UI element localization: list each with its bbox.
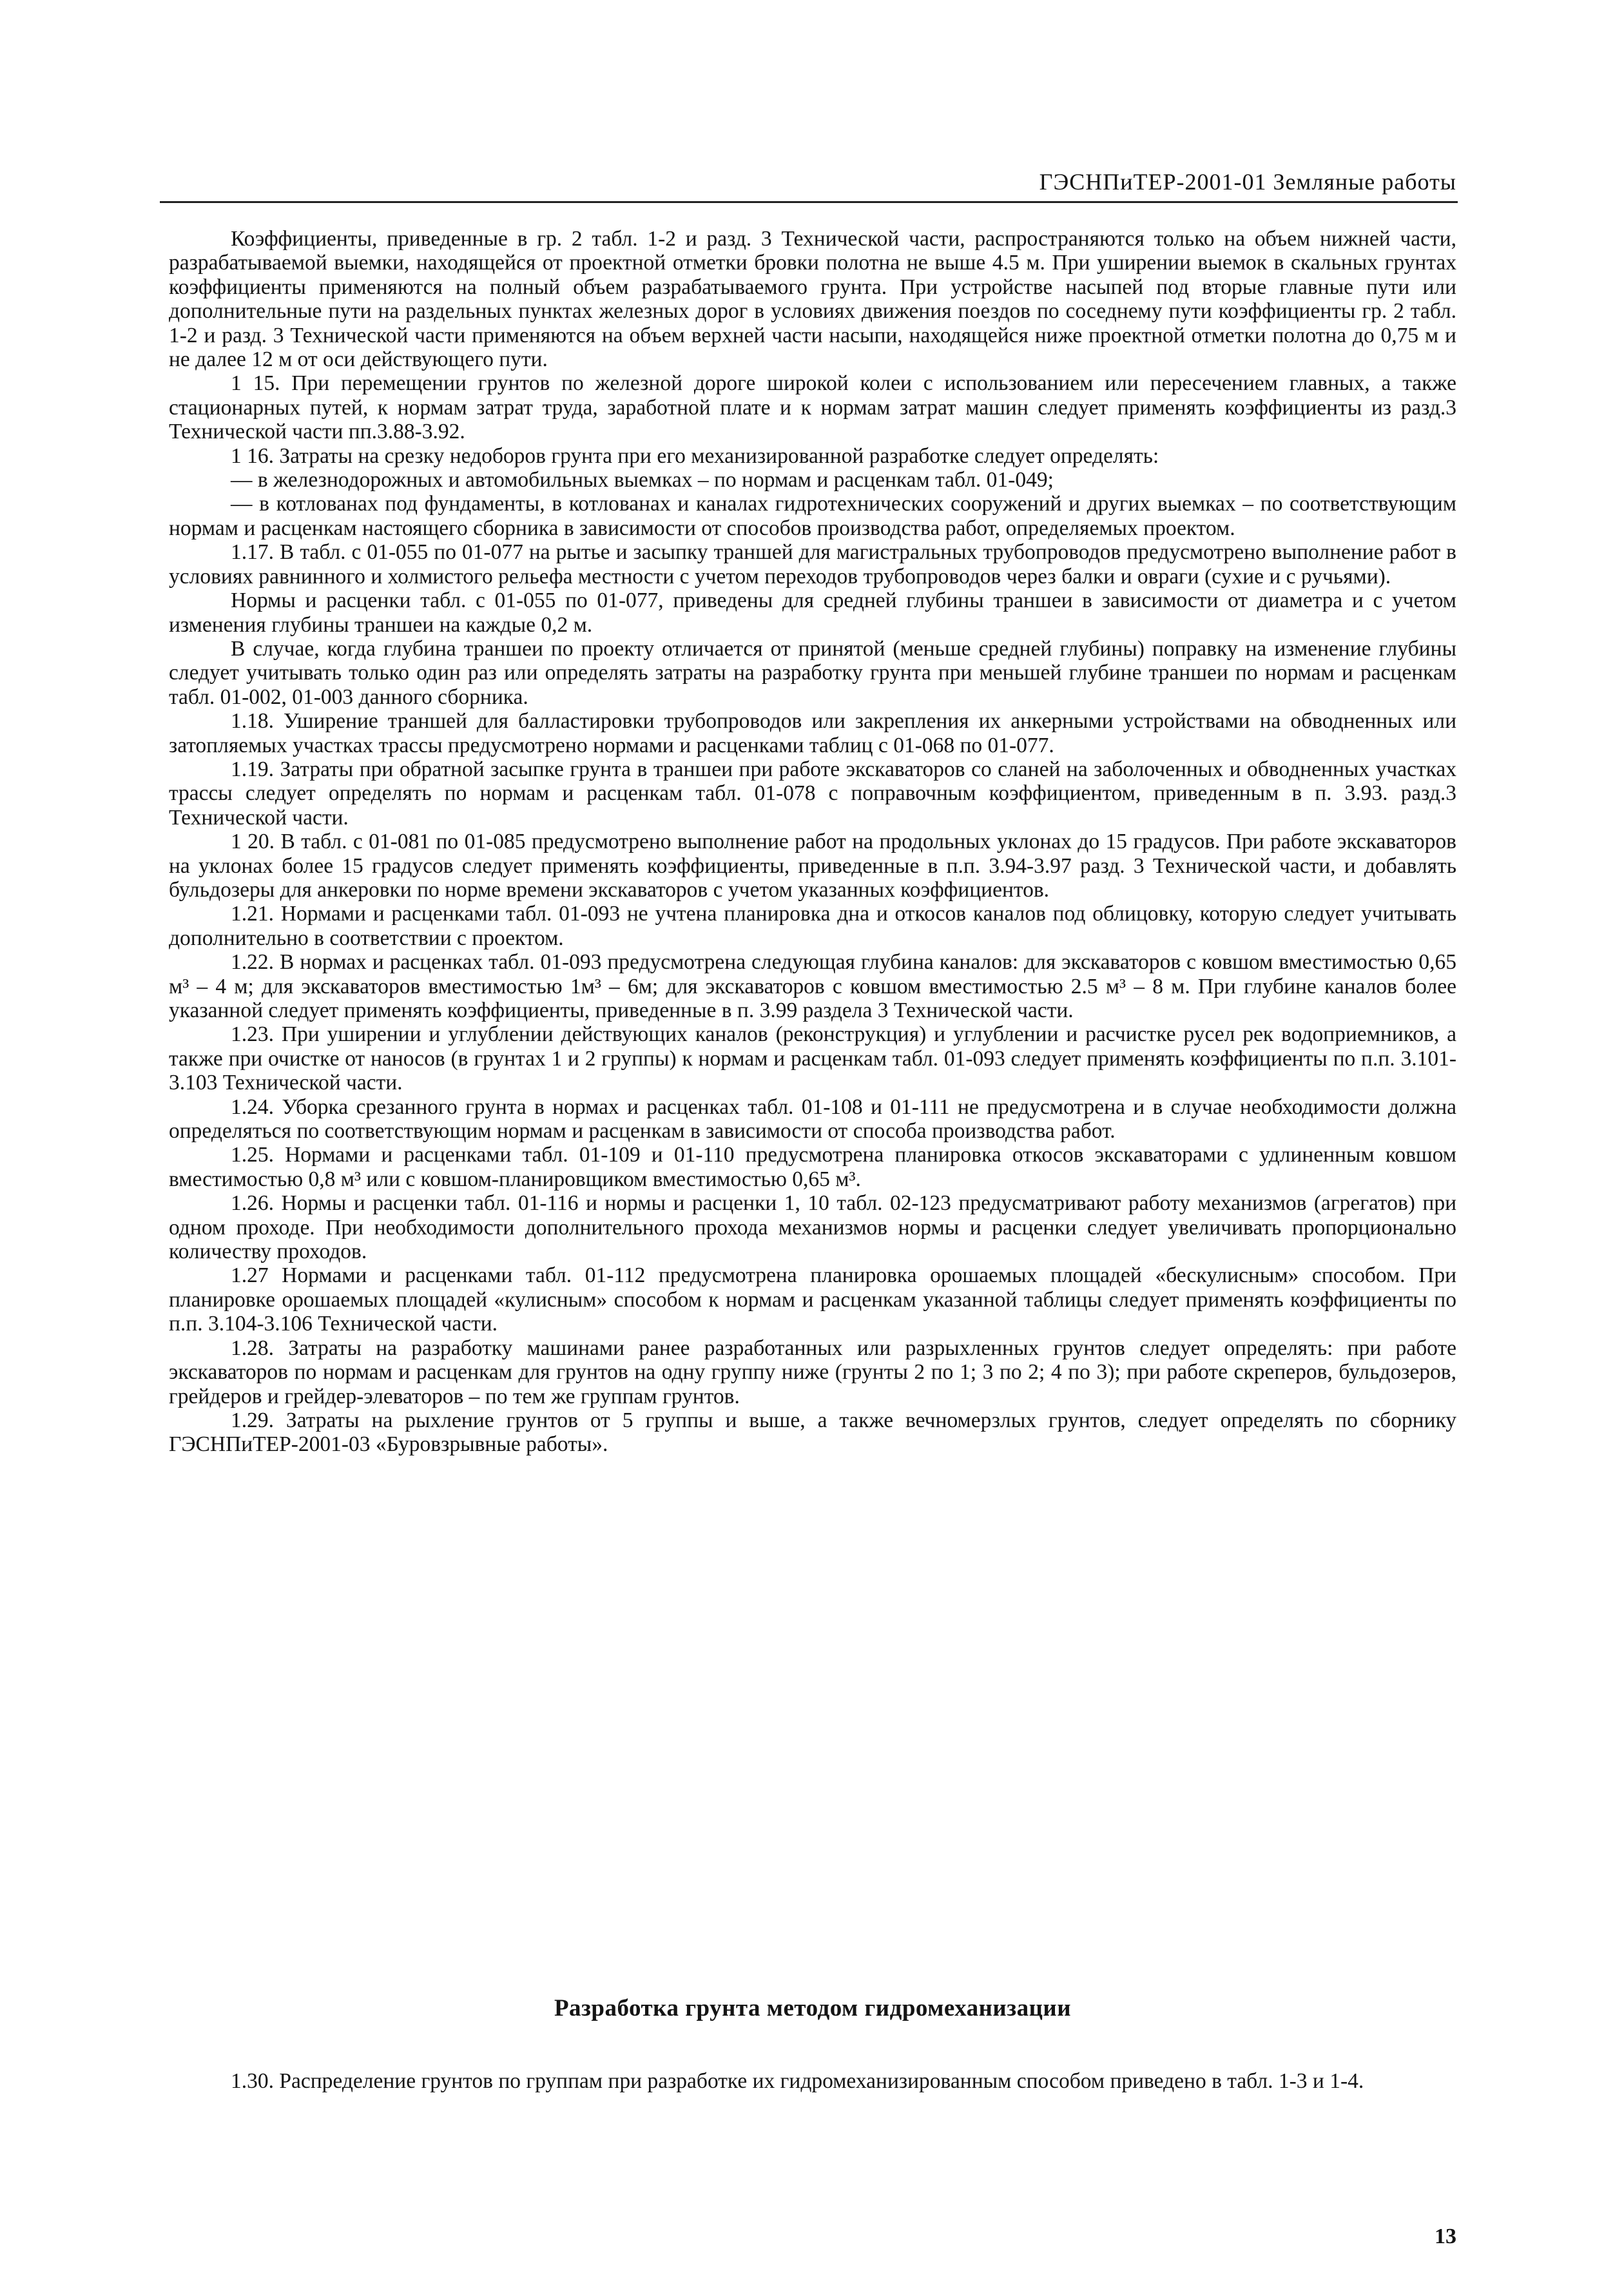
paragraph: В случае, когда глубина траншеи по проекту отличается от принятой (меньше средней глубины) поправку на изменение глубины следует учитывать только один раз или определять затраты на разработку грунта при меньшей глубине траншеи по нормам и расценкам табл. 01-002, 01-003 данного сборника. bbox=[169, 636, 1456, 709]
paragraph: 1.19. Затраты при обратной засыпке грунта в траншеи при работе экскаваторов со сланей на заболоченных и обводненных участках трассы следует определять по нормам и расценкам табл. 01-078 с поправочным коэффициентом, приведенным в п. 3.93. разд.3 Технической части. bbox=[169, 757, 1456, 830]
paragraph: 1.28. Затраты на разработку машинами ранее разработанных или разрыхленных грунтов следует определять: при работе экскаваторов по нормам и расценкам для грунтов на одну группу ниже (грунты 2 по 1; 3 по 2; 4 по 3); при работе скреперов, бульдозеров, грейдеров и грейдер-элеваторов – по тем же группам грунтов. bbox=[169, 1336, 1456, 1408]
header-rule bbox=[160, 201, 1458, 203]
body-text bbox=[169, 227, 1456, 1457]
paragraph: 1.21. Нормами и расценками табл. 01-093 не учтена планировка дна и откосов каналов под облицовку, которую следует учитывать дополнительно в соответствии с проектом. bbox=[169, 902, 1456, 950]
paragraph: 1.26. Нормы и расценки табл. 01-116 и нормы и расценки 1, 10 табл. 02-123 предусматривают работу механизмов (агрегатов) при одном проходе. При необходимости дополнительного прохода механизмов нормы и расценки следует увеличивать пропорционально количеству проходов. bbox=[169, 1191, 1456, 1264]
paragraph: Нормы и расценки табл. с 01-055 по 01-077, приведены для средней глубины траншеи в зависимости от диаметра и с учетом изменения глубины траншеи на каждые 0,2 м. bbox=[169, 589, 1456, 637]
running-header: ГЭСНПиТЕР-2001-01 Земляные работы bbox=[1039, 169, 1456, 195]
paragraph: 1.27 Нормами и расценками табл. 01-112 предусмотрена планировка орошаемых площадей «бескулисным» способом. При планировке орошаемых площадей «кулисным» способом к нормам и расценкам указанной таблицы следует применять коэффициенты по п.п. 3.104-3.106 Технической части. bbox=[169, 1263, 1456, 1336]
paragraph: Коэффициенты, приведенные в гр. 2 табл. 1-2 и разд. 3 Технической части, распространяются только на объем нижней части, разрабатываемой выемки, находящейся от проектной отметки бровки полотна не выше 4.5 м. При уширении выемок в скальных грунтах коэффициенты применяются на полный объем разрабатываемого грунта. При устройстве насыпей под вторые главные пути или дополнительные пути на раздельных пунктах железных дорог в условиях движения поездов по соседнему пути коэффициенты гр. 2 табл. 1-2 и разд. 3 Технической части применяются на объем верхней части насыпи, находящейся ниже проектной отметки полотна до 0,75 м и не далее 12 м от оси действующего пути. bbox=[169, 227, 1456, 372]
paragraph: 1.18. Уширение траншей для балластировки трубопроводов или закрепления их анкерными устройствами на обводненных или затопляемых участках трассы предусмотрено нормами и расценками таблиц с 01-068 по 01-077. bbox=[169, 709, 1456, 757]
paragraph: 1.22. В нормах и расценках табл. 01-093 предусмотрена следующая глубина каналов: для экскаваторов с ковшом вместимостью 0,65 м³ – 4 м; для экскаваторов вместимостью 1м³ – 6м; для экскаваторов с ковшом вместимостью 2.5 м³ – 8 м. При глубине каналов более указанной следует применять коэффициенты, приведенные в п. 3.99 раздела 3 Технической части. bbox=[169, 950, 1456, 1022]
page-number: 13 bbox=[1435, 2224, 1456, 2248]
paragraph: 1.25. Нормами и расценками табл. 01-109 и 01-110 предусмотрена планировка откосов экскаваторами с удлиненным ковшом вместимостью 0,8 м³ или с ковшом-планировщиком вместимостью 0,65 м³. bbox=[169, 1143, 1456, 1191]
section-text bbox=[169, 2069, 1456, 2093]
paragraph: 1.29. Затраты на рыхление грунтов от 5 группы и выше, а также вечномерзлых грунтов, следует определять по сборнику ГЭСНПиТЕР-2001-03 «Буровзрывные работы». bbox=[169, 1408, 1456, 1457]
list-item: — в котлованах под фундаменты, в котлованах и каналах гидротехнических сооружений и других выемках – по соответствующим нормам и расценкам настоящего сборника в зависимости от способов производства работ, определяемых проектом. bbox=[169, 492, 1456, 540]
section-heading: Разработка грунта методом гидромеханизации bbox=[554, 1995, 1072, 2021]
paragraph: 1 16. Затраты на срезку недоборов грунта при его механизированной разработке следует определять: bbox=[231, 443, 1159, 468]
paragraph: 1.17. В табл. с 01-055 по 01-077 на рытье и засыпку траншей для магистральных трубопроводов предусмотрено выполнение работ в условиях равнинного и холмистого рельефа местности с учетом переходов трубопроводов через балки и овраги (сухие и с ручьями). bbox=[169, 540, 1456, 589]
list-item: — в железнодорожных и автомобильных выемках – по нормам и расценкам табл. 01-049; bbox=[231, 468, 1054, 492]
paragraph: 1.24. Уборка срезанного грунта в нормах и расценках табл. 01-108 и 01-111 не предусмотрена и в случае необходимости должна определяться по соответствующим нормам и расценкам в зависимости от способа производства работ. bbox=[169, 1095, 1456, 1144]
paragraph: 1 20. В табл. с 01-081 по 01-085 предусмотрено выполнение работ на продольных уклонах до 15 градусов. При работе экскаваторов на уклонах более 15 градусов следует применять коэффициенты, приведенные в п.п. 3.94-3.97 разд. 3 Технической части, и добавлять бульдозеры для анкеровки по норме времени экскаваторов с учетом указанных коэффициентов. bbox=[169, 830, 1456, 902]
paragraph: 1.30. Распределение грунтов по группам при разработке их гидромеханизированным способом приведено в табл. 1-3 и 1-4. bbox=[231, 2069, 1364, 2093]
paragraph: 1.23. При уширении и углублении действующих каналов (реконструкция) и углублении и расчистке русел рек водоприемников, а также при очистке от наносов (в грунтах 1 и 2 группы) к нормам и расценкам табл. 01-093 следует применять коэффициенты по п.п. 3.101-3.103 Технической части. bbox=[169, 1022, 1456, 1095]
paragraph: 1 15. При перемещении грунтов по железной дороге широкой колеи с использованием или пересечением главных, а также стационарных путей, к нормам затрат труда, заработной плате и к нормам затрат машин следует применять коэффициенты из разд.3 Технической части пп.3.88-3.92. bbox=[169, 371, 1456, 444]
